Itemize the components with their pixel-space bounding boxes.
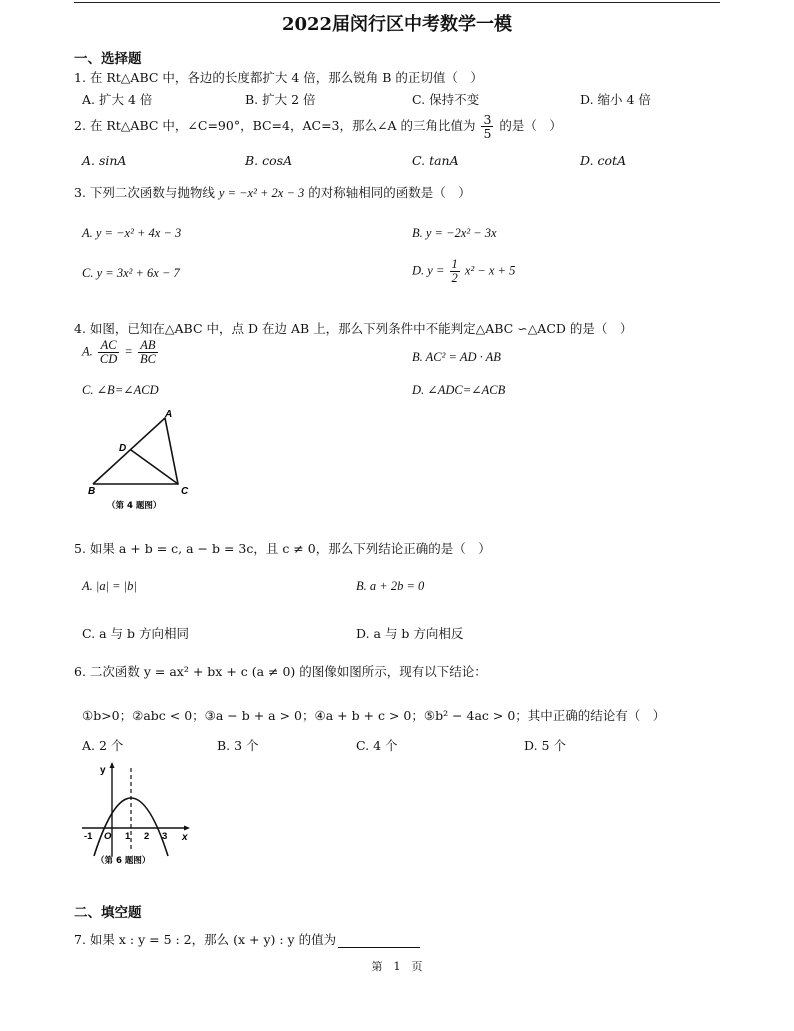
- q3-stem-part-a: 3. 下列二次函数与抛物线: [74, 185, 215, 200]
- q6-option-d: D. 5 个: [524, 738, 566, 753]
- q1-option-a: A. 扩大 4 倍: [82, 92, 153, 107]
- q2-option-d: D. cotA: [580, 153, 627, 168]
- page-title: 2022届闵行区中考数学一模: [281, 14, 513, 35]
- q4-option-a-denominator-2: BC: [139, 352, 156, 367]
- q3-option-d-numerator: 1: [451, 257, 458, 271]
- q3-stem-expression: y = −x² + 2x − 3: [218, 186, 305, 200]
- q6-option-c: C. 4 个: [356, 738, 398, 753]
- page-footer: 第 1 页: [371, 960, 423, 973]
- label-d: D: [119, 443, 127, 454]
- q4-figure-caption: （第 4 题图）: [107, 501, 162, 511]
- q2-fraction-numerator: 3: [483, 112, 492, 127]
- tick-label-2: 2: [144, 831, 150, 842]
- y-label: y: [100, 765, 106, 776]
- tick-label-minus-1: -1: [84, 831, 93, 842]
- q2-option-b: B. cosA: [245, 153, 293, 168]
- label-c: C: [181, 486, 189, 497]
- question-7: [74, 930, 420, 948]
- q4-option-c: C. ∠B=∠ACD: [82, 383, 159, 397]
- q4-triangle-svg: [85, 408, 205, 514]
- q2-fraction: [481, 113, 493, 140]
- segment-dc: [131, 450, 178, 484]
- q5-option-b: B. a + 2b = 0: [356, 579, 425, 593]
- q2-option-c: C. tanA: [412, 153, 459, 168]
- q5-option-c: C. a 与 b 方向相同: [82, 626, 189, 641]
- section-heading-choice: 一、选择题: [74, 51, 142, 67]
- tick-label-3: 3: [162, 831, 168, 842]
- q3-option-d-post: x² − x + 5: [464, 263, 516, 278]
- question-4-stem: 4. 如图，已知在△ABC 中，点 D 在边 AB 上，那么下列条件中不能判定△ABC ∽△ACD 的是（ ）: [74, 321, 633, 336]
- q5-option-a: A. |a| = |b|: [82, 579, 137, 593]
- q4-option-a-fraction-2: [138, 339, 158, 366]
- q6-option-a: A. 2 个: [82, 738, 124, 753]
- q3-option-b: B. y = −2x² − 3x: [412, 226, 497, 240]
- question-1-stem: 1. 在 Rt△ABC 中，各边的长度都扩大 4 倍，那么锐角 B 的正切值（ ）: [74, 70, 483, 85]
- q6-conclusions: ①b>0；②abc < 0；③a − b + a > 0；④a + b + c > 0；⑤b² − 4ac > 0；其中正确的结论有（ ）: [82, 708, 666, 723]
- top-rule: [74, 2, 720, 3]
- section-heading-fill: 二、填空题: [74, 905, 142, 921]
- q2-option-a: A. sinA: [82, 153, 127, 168]
- question-5-stem: 5. 如果 a + b = c, a − b = 3c，且 c ≠ 0，那么下列结论正确的是（ ）: [74, 541, 491, 556]
- q3-option-a: A. y = −x² + 4x − 3: [82, 226, 182, 240]
- q2-fraction-denominator: 5: [483, 126, 492, 142]
- q1-option-b: B. 扩大 2 倍: [245, 92, 316, 107]
- x-axis-arrow: [184, 826, 190, 831]
- q3-option-d-pre: D. y =: [412, 263, 445, 278]
- question-6-stem: 6. 二次函数 y = ax² + bx + c (a ≠ 0) 的图像如图所示，现有以下结论：: [74, 664, 487, 679]
- q4-triangle-figure: [85, 408, 205, 514]
- q4-option-a-label: A.: [82, 344, 93, 359]
- q5-option-d: D. a 与 b 方向相反: [356, 626, 464, 641]
- label-b: B: [88, 486, 96, 497]
- q3-option-c: C. y = 3x² + 6x − 7: [82, 266, 180, 280]
- q4-option-a: [82, 339, 160, 366]
- q3-option-d-fraction: [450, 258, 460, 285]
- tick-label-1: 1: [125, 831, 131, 842]
- q6-option-b: B. 3 个: [217, 738, 259, 753]
- q4-option-a-fraction-1: [98, 339, 119, 366]
- origin-label: O: [104, 831, 112, 842]
- q1-option-d: D. 缩小 4 倍: [580, 92, 651, 107]
- q2-stem-part-b: 的是（ ）: [499, 118, 562, 134]
- q4-option-b: B. AC² = AD · AB: [412, 350, 501, 364]
- q6-parabola-svg: [78, 760, 198, 866]
- x-label: x: [182, 832, 188, 843]
- q4-option-a-numerator-2: AB: [138, 339, 158, 353]
- q4-option-a-denominator-1: CD: [99, 352, 118, 367]
- q4-option-a-numerator-1: AC: [98, 339, 119, 353]
- q6-figure-caption: （第 6 题图）: [96, 856, 151, 866]
- q4-option-a-equals: =: [124, 344, 133, 359]
- q4-option-d: D. ∠ADC=∠ACB: [412, 383, 506, 397]
- q3-stem-part-b: 的对称轴相同的函数是（ ）: [308, 185, 471, 200]
- question-7-stem: 7. 如果 x : y = 5 : 2，那么 (x + y) : y 的值为: [74, 932, 337, 947]
- question-3-stem: [74, 183, 471, 201]
- label-a: A: [165, 409, 173, 420]
- question-2-stem: [74, 113, 562, 140]
- q3-option-d-denominator: 2: [451, 271, 458, 286]
- q6-parabola-figure: [78, 760, 198, 866]
- q2-stem-part-a: 2. 在 Rt△ABC 中，∠C=90°，BC=4，AC=3，那么∠A 的三角比值为: [74, 118, 476, 134]
- y-axis-arrow: [110, 762, 115, 768]
- q7-answer-blank[interactable]: [338, 935, 420, 948]
- q3-option-d: [412, 258, 515, 285]
- q1-option-c: C. 保持不变: [412, 92, 480, 107]
